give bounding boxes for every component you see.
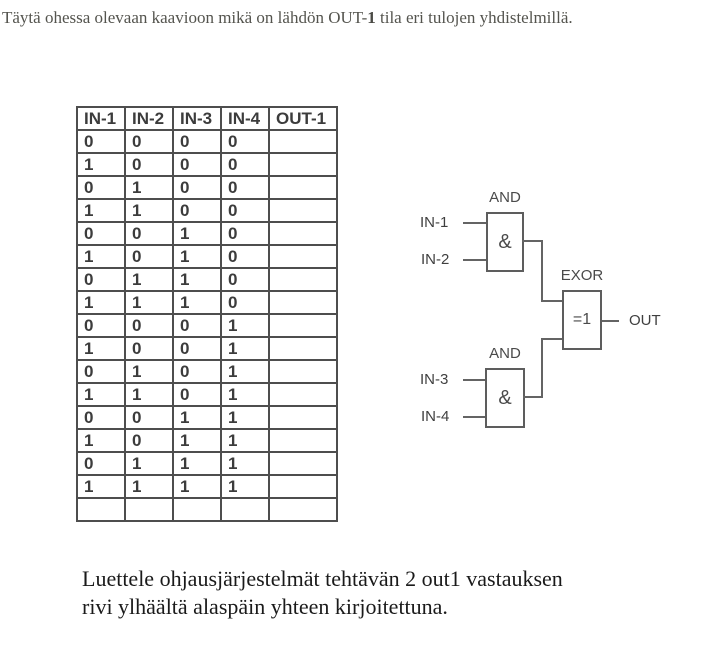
truth-table-cell: 0 xyxy=(125,245,173,268)
truth-table-cell: 0 xyxy=(221,268,269,291)
instruction-before: Täytä ohessa olevaan kaavioon mikä on lähdön OUT- xyxy=(2,8,368,27)
truth-table xyxy=(76,106,338,522)
wire-exor-output xyxy=(602,320,619,322)
input-label-in4: IN-4 xyxy=(421,408,450,425)
truth-table-row xyxy=(77,199,337,222)
truth-table-cell: 1 xyxy=(125,360,173,383)
truth-table-cell: 1 xyxy=(221,452,269,475)
truth-table-cell: 1 xyxy=(125,268,173,291)
instruction-after: tila eri tulojen yhdistelmillä. xyxy=(375,8,573,27)
truth-table-row xyxy=(77,429,337,452)
truth-table-out-cell xyxy=(269,337,337,360)
truth-table-cell: 1 xyxy=(173,222,221,245)
truth-table-header-cell: IN-2 xyxy=(125,107,173,130)
truth-table-cell: 0 xyxy=(77,130,125,153)
truth-table-row xyxy=(77,383,337,406)
truth-table-cell: 0 xyxy=(125,153,173,176)
truth-table-cell: 1 xyxy=(221,314,269,337)
truth-table-row xyxy=(77,268,337,291)
truth-table-out-cell xyxy=(269,245,337,268)
truth-table-cell: 0 xyxy=(173,360,221,383)
truth-table-cell: 1 xyxy=(221,360,269,383)
input-label-in1: IN-1 xyxy=(420,214,449,231)
truth-table-out-cell xyxy=(269,268,337,291)
truth-table-cell: 1 xyxy=(125,452,173,475)
truth-table-cell: 1 xyxy=(125,475,173,498)
and2-gate-title: AND xyxy=(489,345,521,362)
exor-gate-title: EXOR xyxy=(560,267,604,284)
truth-table-cell: 1 xyxy=(125,176,173,199)
truth-table-row xyxy=(77,153,337,176)
truth-table-cell xyxy=(125,498,173,521)
truth-table-cell: 1 xyxy=(125,383,173,406)
truth-table-row xyxy=(77,337,337,360)
truth-table-out-cell xyxy=(269,452,337,475)
truth-table-row xyxy=(77,291,337,314)
truth-table-cell: 1 xyxy=(173,291,221,314)
truth-table-cell: 0 xyxy=(125,222,173,245)
wire-in2 xyxy=(463,259,486,261)
truth-table-cell: 0 xyxy=(221,245,269,268)
truth-table-row xyxy=(77,452,337,475)
truth-table-row xyxy=(77,498,337,521)
wire-in4 xyxy=(463,416,485,418)
input-label-in3: IN-3 xyxy=(420,371,449,388)
exor-gate-symbol: =1 xyxy=(572,311,592,328)
truth-table-out-cell xyxy=(269,291,337,314)
truth-table-out-cell xyxy=(269,199,337,222)
truth-table-out-cell xyxy=(269,498,337,521)
truth-table-out-cell xyxy=(269,383,337,406)
truth-table-cell: 0 xyxy=(125,337,173,360)
truth-table-cell: 0 xyxy=(125,130,173,153)
truth-table-row xyxy=(77,475,337,498)
question-line2: rivi ylhäältä alaspäin yhteen kirjoitettuna. xyxy=(82,594,448,619)
truth-table-cell: 0 xyxy=(173,176,221,199)
truth-table-cell: 0 xyxy=(77,452,125,475)
truth-table-header-cell: IN-4 xyxy=(221,107,269,130)
truth-table-out-cell xyxy=(269,153,337,176)
truth-table-cell: 1 xyxy=(173,452,221,475)
instruction-bold: 1 xyxy=(367,8,376,27)
truth-table-header-row xyxy=(77,107,337,130)
truth-table-cell: 1 xyxy=(221,475,269,498)
truth-table-row xyxy=(77,130,337,153)
wire-and1-to-exor-horizontal xyxy=(541,300,562,302)
truth-table-row xyxy=(77,360,337,383)
truth-table-cell: 1 xyxy=(77,383,125,406)
truth-table-cell: 0 xyxy=(221,199,269,222)
truth-table-cell: 0 xyxy=(77,222,125,245)
wire-in3 xyxy=(463,379,485,381)
exor-gate-box xyxy=(562,290,602,350)
truth-table-cell: 1 xyxy=(173,268,221,291)
truth-table-cell: 1 xyxy=(173,429,221,452)
truth-table-header-cell: IN-3 xyxy=(173,107,221,130)
and2-gate-symbol: & xyxy=(498,386,512,409)
question-text xyxy=(82,565,702,621)
truth-table-out-cell xyxy=(269,176,337,199)
and1-gate-symbol: & xyxy=(498,230,512,253)
and2-gate-box xyxy=(485,368,525,428)
truth-table-cell: 0 xyxy=(77,406,125,429)
truth-table-cell: 0 xyxy=(221,176,269,199)
truth-table-out-cell xyxy=(269,406,337,429)
truth-table-out-cell xyxy=(269,314,337,337)
question-line1: Luettele ohjausjärjestelmät tehtävän 2 out1 vastauksen xyxy=(82,566,563,591)
truth-table-cell: 1 xyxy=(77,199,125,222)
truth-table-out-cell xyxy=(269,429,337,452)
truth-table-header-cell: OUT-1 xyxy=(269,107,337,130)
truth-table-cell xyxy=(173,498,221,521)
truth-table-cell xyxy=(77,498,125,521)
truth-table-cell: 0 xyxy=(77,268,125,291)
truth-table-cell: 0 xyxy=(221,130,269,153)
truth-table-header-cell: IN-1 xyxy=(77,107,125,130)
truth-table-row xyxy=(77,222,337,245)
truth-table-cell: 0 xyxy=(221,153,269,176)
truth-table-out-cell xyxy=(269,222,337,245)
truth-table-cell: 0 xyxy=(173,383,221,406)
truth-table-cell: 0 xyxy=(77,360,125,383)
truth-table-cell: 0 xyxy=(173,130,221,153)
and1-gate-box xyxy=(486,212,524,272)
wire-and1-output xyxy=(522,240,543,242)
truth-table-cell: 1 xyxy=(77,475,125,498)
truth-table-out-cell xyxy=(269,475,337,498)
wire-and2-output xyxy=(523,396,543,398)
truth-table-out-cell xyxy=(269,130,337,153)
truth-table-cell: 0 xyxy=(125,406,173,429)
truth-table-cell: 1 xyxy=(125,291,173,314)
truth-table-cell: 0 xyxy=(173,314,221,337)
truth-table-cell: 1 xyxy=(77,153,125,176)
truth-table-row xyxy=(77,245,337,268)
truth-table-cell: 1 xyxy=(77,337,125,360)
truth-table-cell: 0 xyxy=(221,291,269,314)
truth-table-cell: 1 xyxy=(221,429,269,452)
truth-table-cell: 0 xyxy=(77,314,125,337)
truth-table-cell: 0 xyxy=(173,337,221,360)
truth-table-cell: 1 xyxy=(173,475,221,498)
truth-table-cell: 1 xyxy=(173,406,221,429)
truth-table-cell: 0 xyxy=(173,199,221,222)
truth-table-cell: 0 xyxy=(125,314,173,337)
truth-table-cell: 0 xyxy=(125,429,173,452)
truth-table-cell: 0 xyxy=(77,176,125,199)
truth-table-cell: 1 xyxy=(221,337,269,360)
truth-table-row xyxy=(77,406,337,429)
truth-table-cell xyxy=(221,498,269,521)
truth-table-cell: 1 xyxy=(173,245,221,268)
truth-table-row xyxy=(77,176,337,199)
truth-table-cell: 0 xyxy=(173,153,221,176)
truth-table-cell: 1 xyxy=(77,291,125,314)
wire-and2-to-exor-horizontal xyxy=(541,338,562,340)
output-label-out: OUT xyxy=(629,312,661,329)
truth-table-cell: 1 xyxy=(221,406,269,429)
and1-gate-title: AND xyxy=(489,189,521,206)
instruction-text xyxy=(2,7,717,29)
wire-in1 xyxy=(463,222,486,224)
truth-table-cell: 1 xyxy=(77,245,125,268)
wire-and2-to-exor-vertical xyxy=(541,338,543,398)
truth-table-cell: 1 xyxy=(125,199,173,222)
input-label-in2: IN-2 xyxy=(421,251,450,268)
truth-table-cell: 1 xyxy=(221,383,269,406)
wire-and1-to-exor-vertical xyxy=(541,240,543,302)
truth-table-cell: 1 xyxy=(77,429,125,452)
truth-table-cell: 0 xyxy=(221,222,269,245)
truth-table-out-cell xyxy=(269,360,337,383)
truth-table-row xyxy=(77,314,337,337)
